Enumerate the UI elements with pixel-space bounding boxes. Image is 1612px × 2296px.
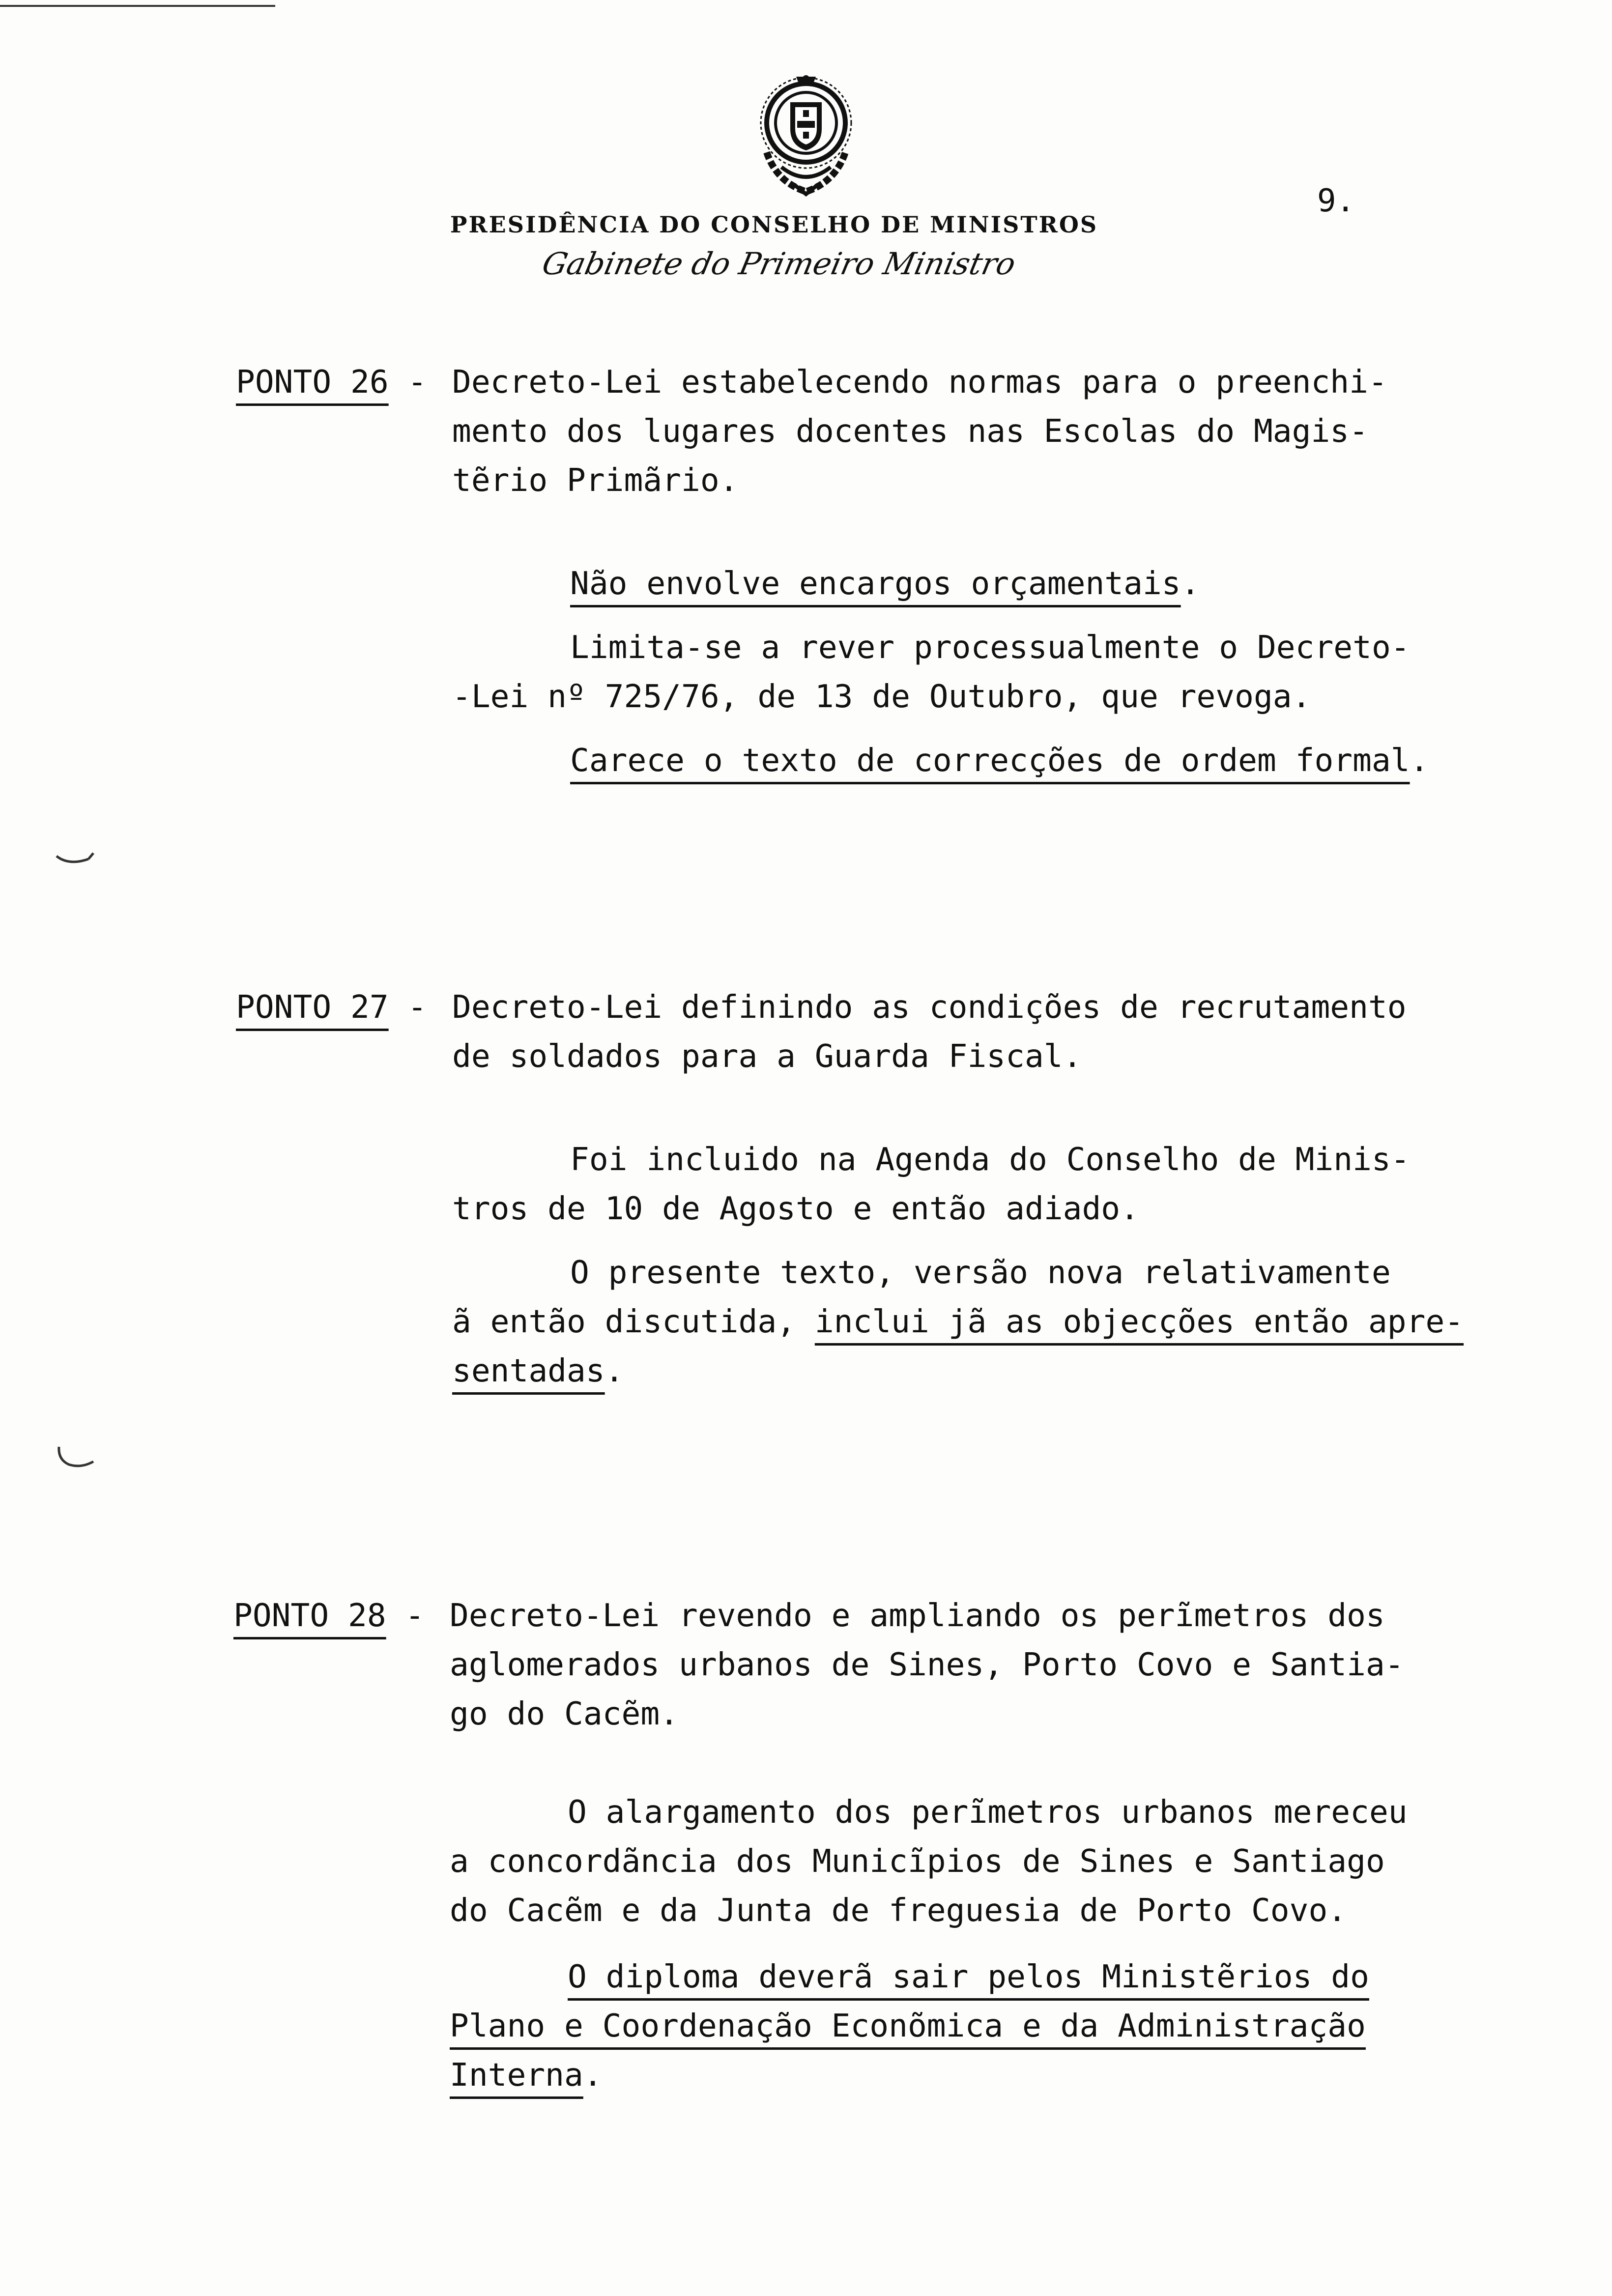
item-28-note-agreement-1: O alargamento dos perĩmetros urbanos mereceu xyxy=(568,1794,1408,1831)
item-27-note-version-2-plain: ã então discutida, xyxy=(452,1303,815,1340)
item-26-note-revise-1: Limita-se a rever processualmente o Decreto- xyxy=(570,629,1410,666)
item-26-dash: - xyxy=(388,364,446,401)
item-26-line-1: Decreto-Lei estabelecendo normas para o preenchi- xyxy=(452,364,1387,401)
item-26-label: PONTO 26 xyxy=(236,364,389,401)
item-28-dash: - xyxy=(386,1597,444,1634)
item-27-note-version-1: O presente texto, versão nova relativamente xyxy=(570,1254,1391,1291)
item-27-note-version-2 xyxy=(452,1303,1464,1340)
item-28-note-ministries-3-text: Interna xyxy=(450,2057,583,2094)
item-26-note-revise-2: -Lei nº 725/76, de 13 de Outubro, que revoga. xyxy=(452,678,1311,715)
item-28-note-ministries-3 xyxy=(450,2057,603,2094)
item-28-note-ministries-1-text: O diploma deverã sair pelos Ministẽrios do xyxy=(568,1958,1369,1995)
item-26-note-budget-text: Não envolve encargos orçamentais xyxy=(570,565,1181,602)
item-28-note-ministries-1 xyxy=(568,1958,1369,1995)
item-28-heading xyxy=(233,1597,443,1634)
item-26-heading xyxy=(236,364,446,401)
item-26-note-corrections xyxy=(570,742,1429,779)
item-27-dash: - xyxy=(388,989,446,1026)
top-edge-line xyxy=(0,5,275,7)
item-28-note-agreement-2: a concordãncia dos Municĩpios de Sines e Santiago xyxy=(450,1843,1385,1880)
cabinet-subheading: Gabinete do Primeiro Ministro xyxy=(539,246,1019,282)
item-26-line-2: mento dos lugares docentes nas Escolas do Magis- xyxy=(452,413,1368,450)
item-26-line-3: tẽrio Primãrio. xyxy=(452,462,739,499)
office-heading: PRESIDÊNCIA DO CONSELHO DE MINISTROS xyxy=(450,211,1098,238)
margin-mark-2 xyxy=(54,1445,98,1474)
item-28-line-2: aglomerados urbanos de Sines, Porto Covo e Santia- xyxy=(450,1646,1404,1683)
item-28-line-3: go do Cacẽm. xyxy=(450,1695,679,1732)
item-27-note-version-3-end: . xyxy=(604,1352,624,1389)
item-27-note-version-3 xyxy=(452,1352,624,1389)
page-number: 9. xyxy=(1317,183,1355,219)
item-27-note-version-3-underlined: sentadas xyxy=(452,1352,605,1389)
item-27-note-agenda-2: tros de 10 de Agosto e então adiado. xyxy=(452,1190,1139,1227)
item-27-line-2: de soldados para a Guarda Fiscal. xyxy=(452,1038,1082,1075)
item-28-note-agreement-3: do Cacẽm e da Junta de freguesia de Porto Covo. xyxy=(450,1892,1347,1929)
item-28-note-ministries-2 xyxy=(450,2008,1366,2044)
item-27-label: PONTO 27 xyxy=(236,989,389,1026)
coat-of-arms-seal xyxy=(747,74,865,197)
item-27-heading xyxy=(236,989,446,1026)
item-28-line-1: Decreto-Lei revendo e ampliando os perĩmetros dos xyxy=(450,1597,1385,1634)
item-28-note-ministries-3-end: . xyxy=(583,2057,603,2094)
item-28-note-ministries-2-text: Plano e Coordenação Econõmica e da Administração xyxy=(450,2008,1366,2044)
item-28-label: PONTO 28 xyxy=(233,1597,386,1634)
item-26-note-budget xyxy=(570,565,1200,602)
margin-mark-1 xyxy=(54,850,98,870)
item-27-note-agenda-1: Foi incluido na Agenda do Conselho de Minis- xyxy=(570,1141,1410,1178)
item-27-line-1: Decreto-Lei definindo as condições de recrutamento xyxy=(452,989,1407,1026)
item-26-note-budget-end: . xyxy=(1180,565,1200,602)
item-27-note-version-2-underlined: inclui jã as objecções então apre- xyxy=(814,1303,1464,1340)
item-26-note-corrections-end: . xyxy=(1410,742,1429,779)
item-26-note-corrections-text: Carece o texto de correcções de ordem formal xyxy=(570,742,1410,779)
